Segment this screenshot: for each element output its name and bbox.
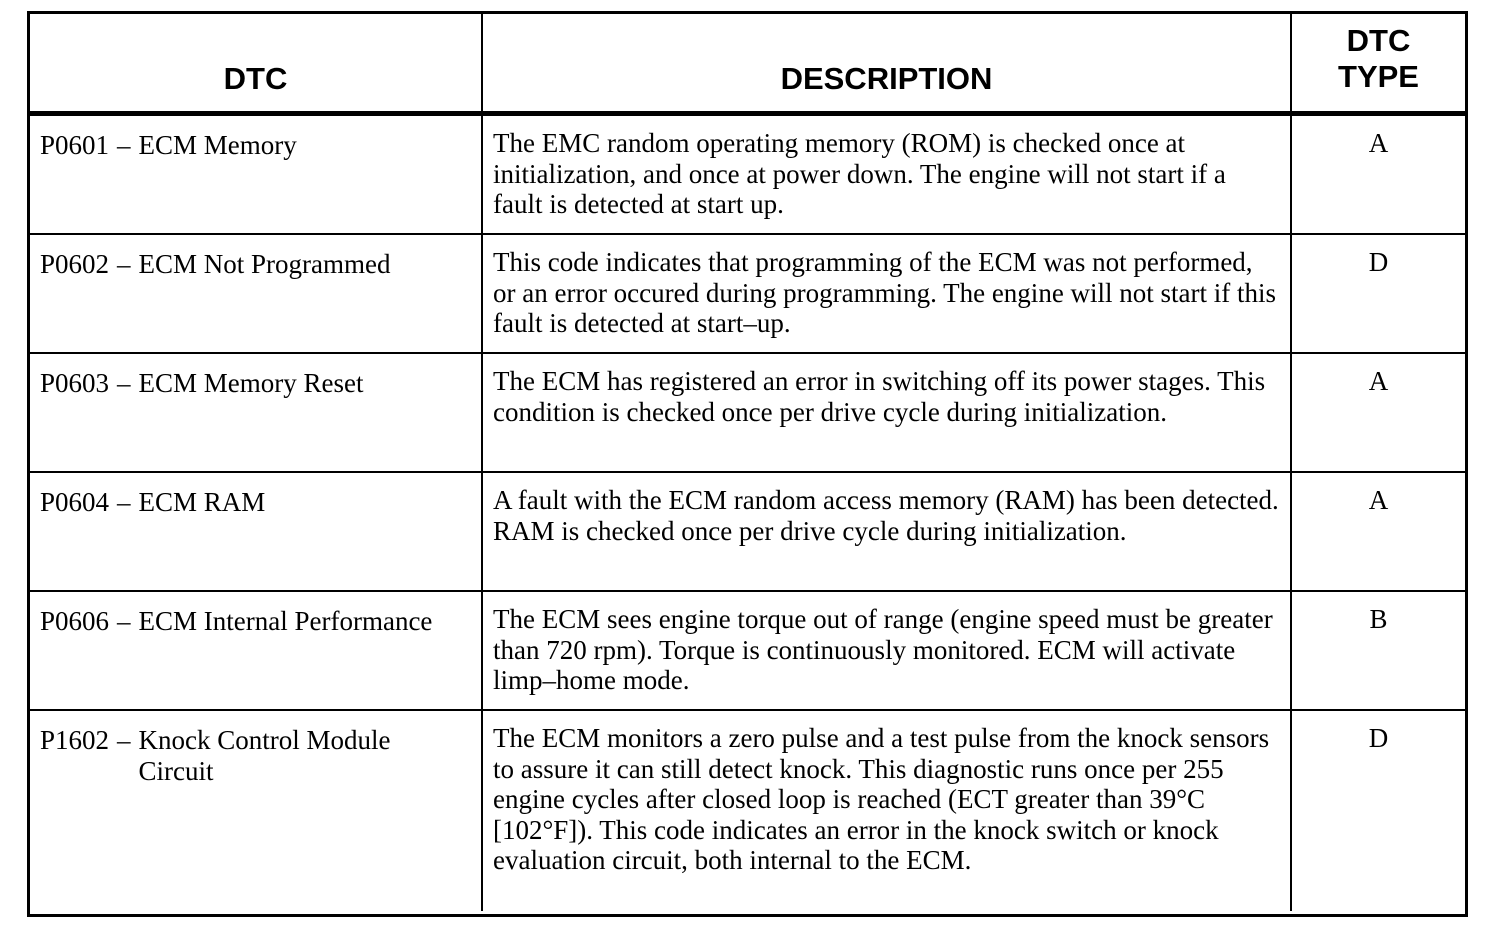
row-p0606-code-cell <box>30 592 483 711</box>
dtc-name: Knock Control Module Circuit <box>138 725 391 786</box>
dtc-separator: – <box>117 487 131 517</box>
row-p1602-code-cell <box>30 711 483 911</box>
header-dtc-type-line2: TYPE <box>1338 59 1419 94</box>
row-p0603-code-cell <box>30 354 483 473</box>
row-p0606-type: B <box>1292 592 1465 711</box>
dtc-table <box>27 11 1468 917</box>
dtc-name: ECM Memory <box>138 130 297 160</box>
dtc-separator: – <box>117 606 131 636</box>
header-description: DESCRIPTION <box>483 14 1292 116</box>
dtc-separator: – <box>117 725 131 755</box>
row-p1602-type: D <box>1368 723 1389 753</box>
dtc-code: P0604 <box>40 487 110 517</box>
header-dtc: DTC <box>30 14 483 116</box>
row-p0603-type: A <box>1292 354 1465 473</box>
dtc-code: P0601 <box>40 130 110 160</box>
row-p0602-code-cell <box>30 235 483 354</box>
dtc-code: P1602 <box>40 725 110 755</box>
header-dtc-type <box>1292 14 1465 116</box>
dtc-separator: – <box>117 249 131 279</box>
dtc-separator: – <box>117 368 131 398</box>
row-p0602-description: This code indicates that programming of the ECM was not performed, or an error occured during programming. The engine will not start if this fault is detected at start–up. <box>483 235 1292 354</box>
dtc-name: ECM Internal Performance <box>138 606 433 636</box>
row-p0601-type: A <box>1292 116 1465 235</box>
row-p0601-description: The EMC random operating memory (ROM) is checked once at initialization, and once at power down. The engine will not start if a fault is detected at start up. <box>483 116 1292 235</box>
dtc-code: P0606 <box>40 606 110 636</box>
header-dtc-type-line1: DTC <box>1346 23 1411 58</box>
row-p0604-type: A <box>1292 473 1465 592</box>
row-p0603-description: The ECM has registered an error in switching off its power stages. This condition is checked once per drive cycle during initialization. <box>483 354 1292 473</box>
dtc-separator: – <box>117 130 131 160</box>
row-p0601-code-cell <box>30 116 483 235</box>
row-p0604-code-cell <box>30 473 483 592</box>
row-p0604-description: A fault with the ECM random access memory (RAM) has been detected. RAM is checked once per drive cycle during initialization. <box>483 473 1292 592</box>
dtc-code: P0603 <box>40 368 110 398</box>
dtc-code: P0602 <box>40 249 110 279</box>
dtc-name: ECM RAM <box>138 487 266 517</box>
row-p1602-description: The ECM monitors a zero pulse and a test pulse from the knock sensors to assure it can still detect knock. This diagnostic runs once per 255 engine cycles after closed loop is reached (ECT greater than 39°C [102°F]). This code indicates an error in the knock switch or knock evaluation circuit, both internal to the ECM. <box>483 711 1292 911</box>
dtc-name: ECM Not Programmed <box>138 249 391 279</box>
row-p0602-type: D <box>1292 235 1465 354</box>
dtc-name: ECM Memory Reset <box>138 368 364 398</box>
row-p0606-description: The ECM sees engine torque out of range (engine speed must be greater than 720 rpm). Torque is continuously monitored. ECM will activate limp–home mode. <box>483 592 1292 711</box>
